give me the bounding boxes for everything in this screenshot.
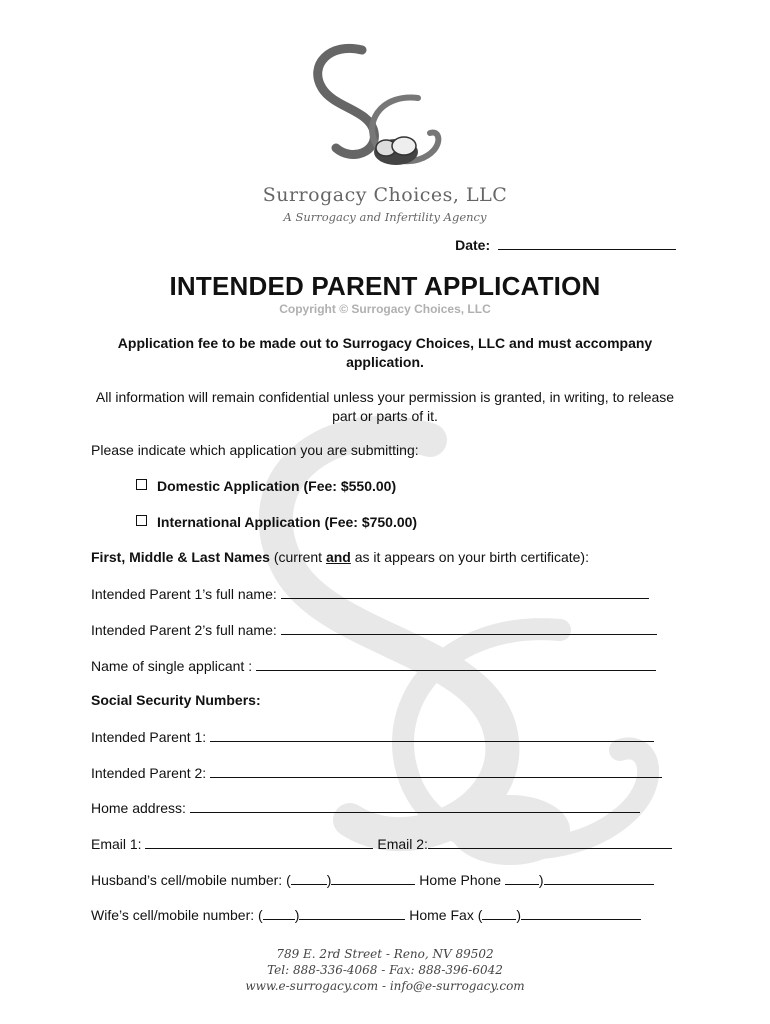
page-title: INTENDED PARENT APPLICATION: [169, 271, 601, 301]
ssn-parent2-row: [91, 764, 662, 781]
home-fax-number-line[interactable]: [521, 906, 641, 920]
home-phone-area-line[interactable]: [505, 871, 539, 885]
ssn-parent1-label: Intended Parent 1:: [91, 729, 207, 745]
date-line[interactable]: [498, 236, 676, 250]
company-logo: [300, 40, 450, 190]
names-heading: First, Middle & Last Names: [91, 549, 270, 565]
home-fax-area-line[interactable]: [482, 906, 516, 920]
home-address-label: Home address:: [91, 800, 186, 816]
company-name: Surrogacy Choices, LLC: [262, 184, 508, 206]
wife-number-line[interactable]: [299, 906, 405, 920]
home-address-row: [91, 799, 640, 816]
footer-web: www.e-surrogacy.com - info@e-surrogacy.com: [245, 979, 525, 993]
home-address-line[interactable]: [190, 799, 640, 813]
wife-area-code-line[interactable]: [263, 906, 295, 920]
parent1-name-label: Intended Parent 1’s full name:: [91, 586, 277, 602]
email2-label: Email 2:: [377, 836, 428, 852]
parent2-name-row: [91, 621, 657, 638]
footer-contact: [0, 946, 770, 994]
ssn-parent1-row: [91, 728, 654, 745]
option-domestic[interactable]: [136, 478, 396, 494]
email-row: [91, 835, 672, 852]
home-phone-number-line[interactable]: [544, 871, 654, 885]
ssn-parent2-label: Intended Parent 2:: [91, 765, 207, 781]
parent1-name-line[interactable]: [281, 585, 649, 599]
option-label: International Application (Fee: $750.00): [157, 514, 418, 530]
date-field: [455, 236, 676, 253]
copyright-notice: Copyright © Surrogacy Choices, LLC: [279, 302, 491, 316]
footer-phones: Tel: 888-336-4068 - Fax: 888-396-6042: [267, 963, 503, 977]
wife-cell-label: Wife’s cell/mobile number: (: [91, 907, 263, 923]
wife-phone-row: Wife’s cell/mobile number: ( ) Home Fax ( ): [91, 906, 641, 923]
husband-phone-row: Husband’s cell/mobile number: ( ) Home Phone ): [91, 871, 654, 888]
option-label: Domestic Application (Fee: $550.00): [157, 478, 397, 494]
email1-line[interactable]: [145, 835, 373, 849]
company-tagline: A Surrogacy and Infertility Agency: [283, 210, 487, 224]
names-note-prefix: (current: [273, 549, 326, 565]
application-prompt: Please indicate which application you are submitting:: [91, 442, 419, 458]
single-applicant-row: [91, 657, 656, 674]
footer-address: 789 E. 2rd Street - Reno, NV 89502: [276, 947, 494, 961]
parent2-name-label: Intended Parent 2’s full name:: [91, 622, 277, 638]
husband-number-line[interactable]: [331, 871, 415, 885]
domestic-checkbox[interactable]: [136, 479, 147, 490]
date-label: Date:: [455, 237, 491, 253]
fee-note: Application fee to be made out to Surrogacy Choices, LLC and must accompany application.: [117, 335, 653, 370]
names-note-suffix: as it appears on your birth certificate):: [350, 549, 589, 565]
names-section-heading: [91, 549, 589, 565]
parent1-name-row: [91, 585, 649, 602]
ssn-parent2-line[interactable]: [210, 764, 662, 778]
ssn-heading: Social Security Numbers:: [91, 692, 261, 708]
parent2-name-line[interactable]: [281, 621, 657, 635]
home-phone-label: Home Phone: [419, 872, 502, 888]
email2-line[interactable]: [428, 835, 672, 849]
names-note-emphasis: and: [325, 549, 351, 565]
husband-cell-label: Husband’s cell/mobile number: (: [91, 872, 291, 888]
single-applicant-line[interactable]: [256, 657, 656, 671]
email1-label: Email 1:: [91, 836, 142, 852]
international-checkbox[interactable]: [136, 515, 147, 526]
home-fax-label: Home Fax (: [409, 907, 483, 923]
husband-area-code-line[interactable]: [291, 871, 327, 885]
confidentiality-note: All information will remain confidential unless your permission is granted, in writing, to release part or parts of it.: [95, 389, 675, 424]
single-applicant-label: Name of single applicant :: [91, 658, 253, 674]
ssn-parent1-line[interactable]: [210, 728, 654, 742]
option-international[interactable]: [136, 514, 417, 530]
